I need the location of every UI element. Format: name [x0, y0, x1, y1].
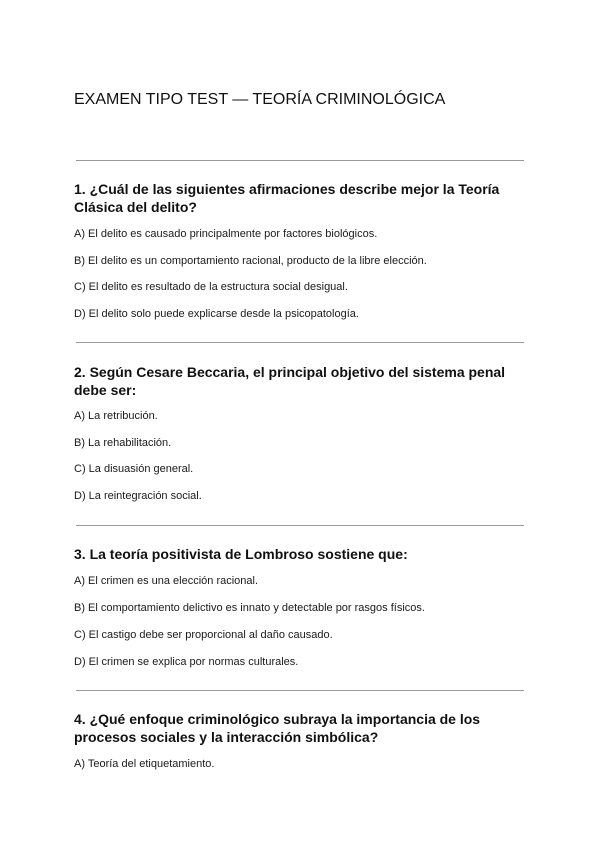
- question-1-option-b: B) El delito es un comportamiento racional, producto de la libre elección.: [74, 255, 427, 267]
- question-2-option-a: A) La retribución.: [74, 410, 158, 422]
- question-4-option-a: A) Teoría del etiquetamiento.: [74, 758, 215, 770]
- question-3-option-c: C) El castigo debe ser proporcional al daño causado.: [74, 629, 333, 641]
- question-4-text: 4. ¿Qué enfoque criminológico subraya la importancia de los procesos sociales y la interacción simbólica?: [74, 711, 481, 745]
- question-3-option-d: D) El crimen se explica por normas culturales.: [74, 656, 299, 668]
- question-3-text: 3. La teoría positivista de Lombroso sostiene que:: [74, 546, 408, 562]
- divider: [76, 525, 524, 526]
- divider: [76, 690, 524, 691]
- exam-title: EXAMEN TIPO TEST — TEORÍA CRIMINOLÓGICA: [74, 91, 446, 108]
- question-1-option-c: C) El delito es resultado de la estructura social desigual.: [74, 281, 348, 293]
- question-3-option-b: B) El comportamiento delictivo es innato y detectable por rasgos físicos.: [74, 602, 425, 614]
- question-2-option-d: D) La reintegración social.: [74, 490, 202, 502]
- question-2-option-b: B) La rehabilitación.: [74, 437, 172, 449]
- question-2-option-c: C) La disuasión general.: [74, 463, 194, 475]
- question-1-text: 1. ¿Cuál de las siguientes afirmaciones describe mejor la Teoría Clásica del delito?: [74, 181, 500, 215]
- question-1-option-a: A) El delito es causado principalmente por factores biológicos.: [74, 228, 378, 240]
- question-3-option-a: A) El crimen es una elección racional.: [74, 575, 259, 587]
- divider: [76, 160, 524, 161]
- divider: [76, 342, 524, 343]
- question-1-option-d: D) El delito solo puede explicarse desde la psicopatología.: [74, 308, 359, 320]
- question-2-text: 2. Según Cesare Beccaria, el principal objetivo del sistema penal debe ser:: [74, 364, 506, 398]
